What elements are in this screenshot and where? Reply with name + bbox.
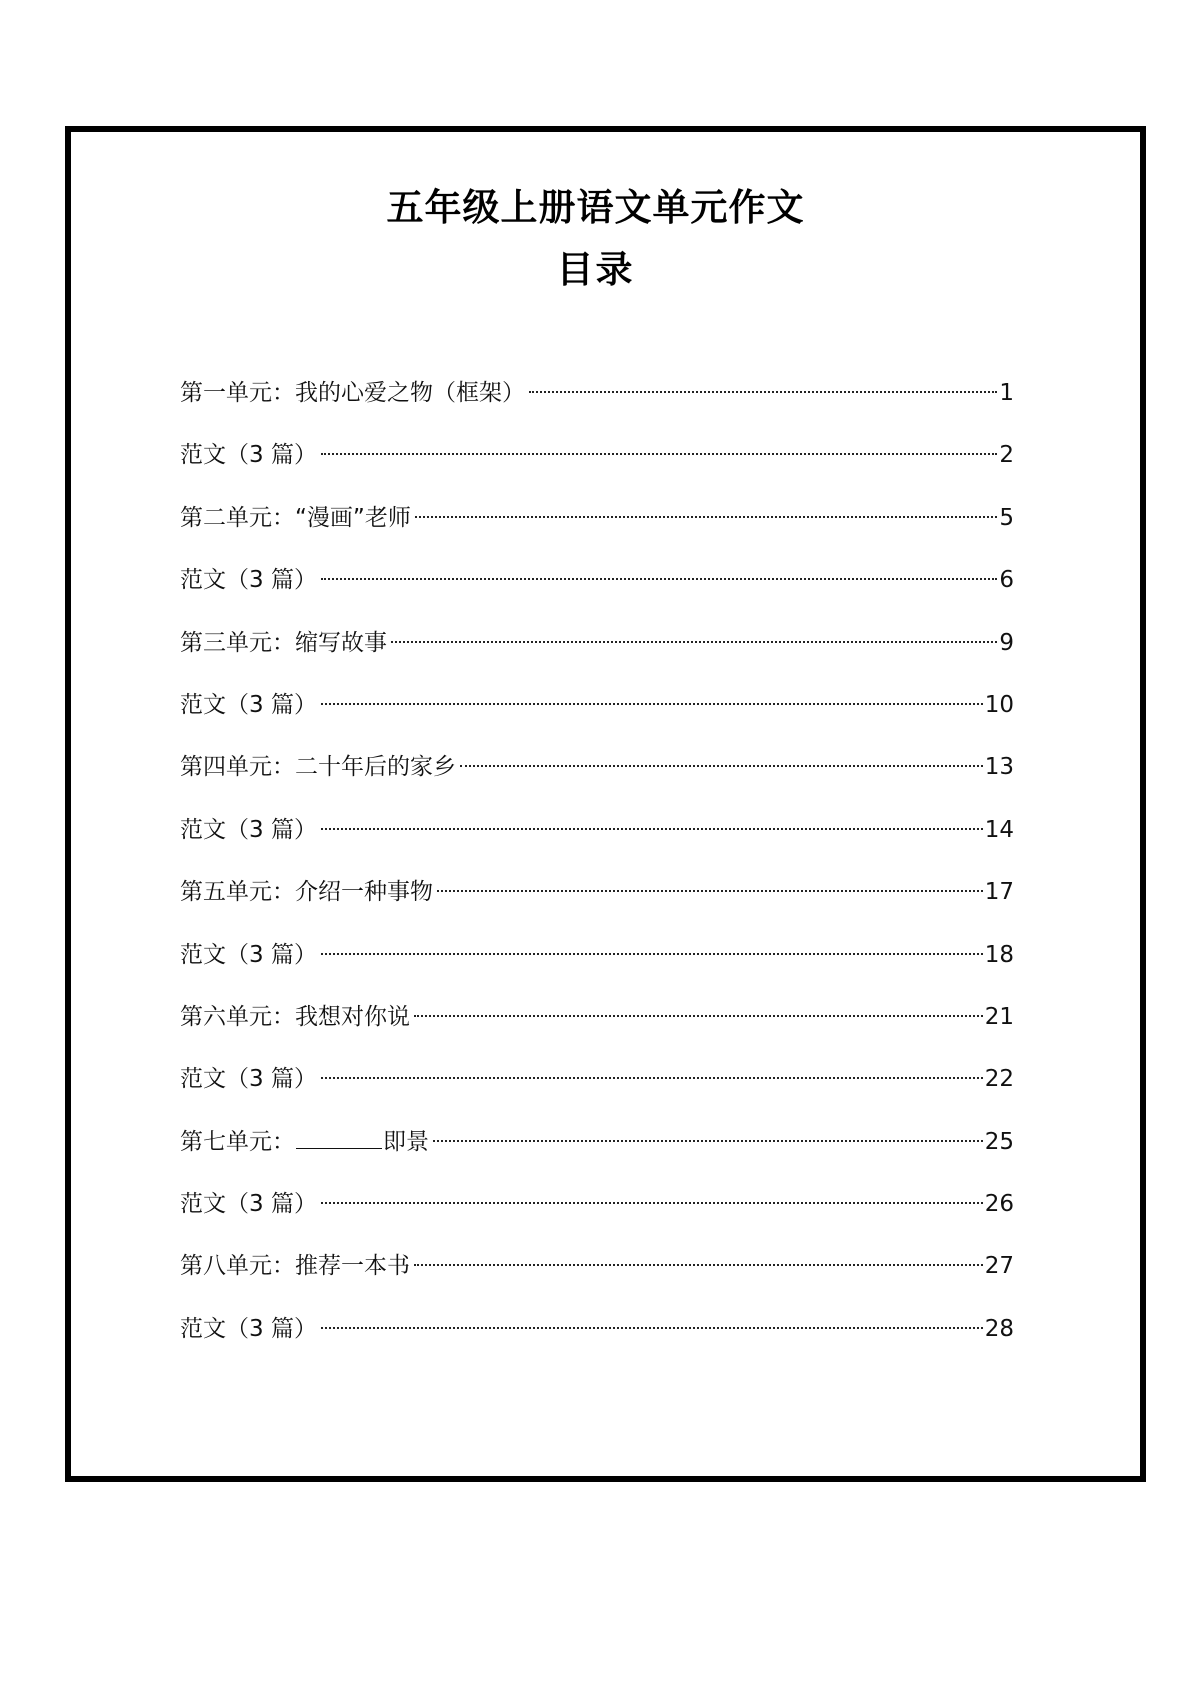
toc-entry-samples-7[interactable] <box>180 1184 1014 1246</box>
toc-entry-label: 范文（3 篇） <box>180 1315 317 1342</box>
toc-page-number: 25 <box>984 1128 1014 1155</box>
toc-page-number: 21 <box>984 1003 1014 1030</box>
dot-leader <box>460 765 983 767</box>
toc-entry-samples-2[interactable] <box>180 560 1014 622</box>
toc-entry-label: 第六单元：我想对你说 <box>180 1003 410 1030</box>
toc-entry-unit-8[interactable] <box>180 1246 1014 1308</box>
toc-page-number: 5 <box>999 504 1014 531</box>
toc-entry-unit-7[interactable] <box>180 1122 1014 1184</box>
toc-entry-unit-6[interactable] <box>180 997 1014 1059</box>
toc-entry-label-suffix: 即景 <box>383 1128 429 1155</box>
document-title: 五年级上册语文单元作文 <box>386 186 805 229</box>
toc-entry-label: 第二单元：“漫画”老师 <box>180 504 411 531</box>
dot-leader <box>321 1077 983 1079</box>
toc-page-number: 17 <box>984 879 1014 906</box>
toc-entry-unit-3[interactable] <box>180 623 1014 685</box>
toc-entry-unit-2[interactable] <box>180 498 1014 560</box>
toc-entry-label: 第八单元：推荐一本书 <box>180 1253 410 1280</box>
toc-entry-unit-4[interactable] <box>180 747 1014 809</box>
toc-page-number: 22 <box>984 1066 1014 1093</box>
toc-entry-samples-3[interactable] <box>180 685 1014 747</box>
toc-entry-label: 范文（3 篇） <box>180 567 317 594</box>
dot-leader <box>321 1327 983 1329</box>
dot-leader <box>321 453 997 455</box>
toc-entry-samples-6[interactable] <box>180 1059 1014 1121</box>
dot-leader <box>529 391 997 393</box>
toc-entry-label: 范文（3 篇） <box>180 816 317 843</box>
dot-leader <box>437 890 983 892</box>
toc-entry-samples-8[interactable] <box>180 1309 1014 1371</box>
toc-page-number: 10 <box>984 691 1014 718</box>
toc-entry-label: 第四单元：二十年后的家乡 <box>180 754 456 781</box>
toc-entry-label-prefix: 第七单元： <box>180 1128 295 1155</box>
dot-leader <box>414 1264 983 1266</box>
toc-entry-label <box>180 1122 429 1162</box>
dot-leader <box>391 641 997 643</box>
fill-in-blank-line <box>296 1126 382 1149</box>
toc-page-number: 13 <box>984 754 1014 781</box>
dot-leader <box>321 703 983 705</box>
dot-leader <box>321 828 983 830</box>
toc-page-number: 27 <box>984 1253 1014 1280</box>
dot-leader <box>321 578 997 580</box>
toc-page-number: 14 <box>984 816 1014 843</box>
toc-entry-unit-5[interactable] <box>180 872 1014 934</box>
toc-entry-samples-4[interactable] <box>180 810 1014 872</box>
toc-page-number: 6 <box>999 567 1014 594</box>
toc-entry-label: 范文（3 篇） <box>180 691 317 718</box>
toc-entry-label: 范文（3 篇） <box>180 941 317 968</box>
toc-entry-label: 范文（3 篇） <box>180 1066 317 1093</box>
table-of-contents <box>180 373 1014 1371</box>
toc-entry-unit-1[interactable] <box>180 373 1014 435</box>
dot-leader <box>321 1202 983 1204</box>
toc-entry-label: 第一单元：我的心爱之物（框架） <box>180 380 525 406</box>
toc-entry-label: 范文（3 篇） <box>180 442 317 469</box>
dot-leader <box>414 1015 983 1017</box>
toc-heading: 目录 <box>556 248 635 291</box>
toc-entry-label: 第三单元：缩写故事 <box>180 629 387 656</box>
toc-entry-label: 第五单元：介绍一种事物 <box>180 879 433 906</box>
toc-entry-samples-1[interactable] <box>180 435 1014 497</box>
toc-entry-label: 范文（3 篇） <box>180 1191 317 1218</box>
toc-page-number: 18 <box>984 941 1014 968</box>
toc-entry-samples-5[interactable] <box>180 935 1014 997</box>
dot-leader <box>415 516 998 518</box>
dot-leader <box>321 953 983 955</box>
toc-page-number: 1 <box>999 380 1014 406</box>
toc-page-number: 2 <box>999 442 1014 469</box>
toc-page-number: 9 <box>999 629 1014 656</box>
toc-page-number: 26 <box>984 1191 1014 1218</box>
toc-page-number: 28 <box>984 1315 1014 1342</box>
dot-leader <box>433 1140 983 1142</box>
